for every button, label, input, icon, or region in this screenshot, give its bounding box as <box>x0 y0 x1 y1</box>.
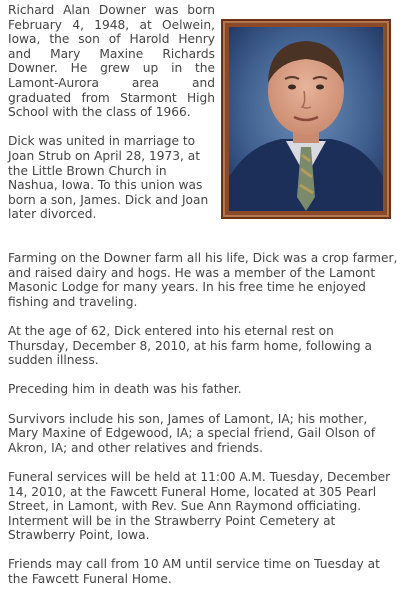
farming-paragraph: Farming on the Downer farm all his life, Dick was a crop farmer, and raised dairy and hogs. He was a member of the Lamont Masonic Lodge for many years. In his free time he enjoyed fishing and traveling. <box>8 251 398 309</box>
intro-column <box>8 3 215 222</box>
obituary-body <box>8 251 398 601</box>
services-paragraph: Funeral services will be held at 11:00 A.M. Tuesday, December 14, 2010, at the Fawcett Funeral Home, located at 305 Pearl Street, in Lamont, with Rev. Sue Ann Raymond officiating. Interment will be in the Strawberry Point Cemetery at Strawberry Point, Iowa. <box>8 469 391 543</box>
death-paragraph: At the age of 62, Dick entered into his eternal rest on Thursday, December 8, 2010, at his farm home, following a sudden illness. <box>8 323 372 368</box>
preceded-paragraph: Preceding him in death was his father. <box>8 382 242 397</box>
portrait-photo <box>221 19 391 219</box>
birth-paragraph: Richard Alan Downer was born February 4, 1948, at Oelwein, Iowa, the son of Harold Henry and Mary Maxine Richards Downer. He grew up in the Lamont-Aurora area and graduated from Starmont High School with the class of 1966. <box>8 3 215 120</box>
marriage-paragraph: Dick was united in marriage to Joan Strub on April 28, 1973, at the Little Brown Church in Nashua, Iowa. To this union was born a son, James. Dick and Joan later divorced. <box>8 134 209 222</box>
visitation-paragraph: Friends may call from 10 AM until service time on Tuesday at the Fawcett Funeral Home. <box>8 557 380 587</box>
survivors-paragraph: Survivors include his son, James of Lamont, IA; his mother, Mary Maxine of Edgewood, IA; a special friend, Gail Olson of Akron, IA; and other relatives and friends. <box>8 411 376 455</box>
portrait-image <box>229 27 383 211</box>
